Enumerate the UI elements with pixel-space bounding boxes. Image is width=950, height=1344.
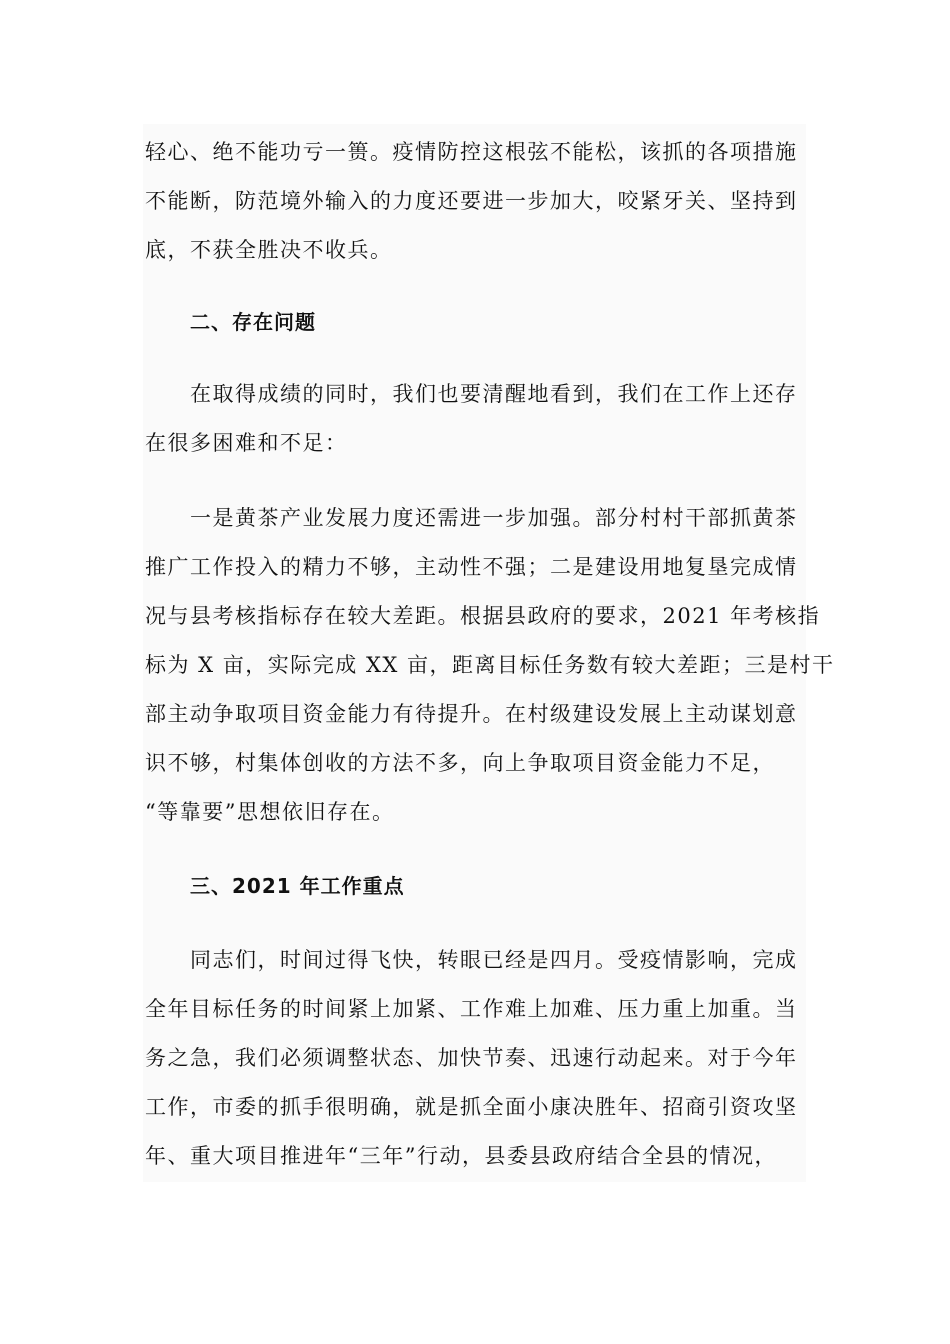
paragraph-continuation <box>145 128 805 275</box>
paragraph-priorities <box>145 936 805 1181</box>
text-line: 一是黄茶产业发展力度还需进一步加强。部分村村干部抓黄茶 <box>190 506 798 530</box>
text-line: 同志们，时间过得飞快，转眼已经是四月。受疫情影响，完成 <box>190 948 798 972</box>
text-line: 识不够，村集体创收的方法不多，向上争取项目资金能力不足， <box>145 751 775 775</box>
text-line: 全年目标任务的时间紧上加紧、工作难上加难、压力重上加重。当 <box>145 997 798 1021</box>
text-line: 不能断，防范境外输入的力度还要进一步加大，咬紧牙关、坚持到 <box>145 189 798 213</box>
text-line: “等靠要”思想依旧存在。 <box>145 800 395 824</box>
text-line: 底，不获全胜决不收兵。 <box>145 238 393 262</box>
text-line: 况与县考核指标存在较大差距。根据县政府的要求，2021 年考核指 <box>145 604 821 628</box>
text-line: 推广工作投入的精力不够，主动性不强；二是建设用地复垦完成情 <box>145 555 798 579</box>
section-heading-priorities: 三、2021 年工作重点 <box>190 874 405 898</box>
paragraph-problems-detail <box>145 494 835 837</box>
text-line: 务之急，我们必须调整状态、加快节奏、迅速行动起来。对于今年 <box>145 1046 798 1070</box>
text-line: 在很多困难和不足： <box>145 431 348 455</box>
section-heading-problems: 二、存在问题 <box>190 310 316 334</box>
text-line: 标为 X 亩，实际完成 XX 亩，距离目标任务数有较大差距；三是村干 <box>145 653 835 677</box>
text-line: 工作，市委的抓手很明确，就是抓全面小康决胜年、招商引资攻坚 <box>145 1095 798 1119</box>
text-line: 在取得成绩的同时，我们也要清醒地看到，我们在工作上还存 <box>190 382 798 406</box>
text-line: 部主动争取项目资金能力有待提升。在村级建设发展上主动谋划意 <box>145 702 798 726</box>
text-line: 轻心、绝不能功亏一篑。疫情防控这根弦不能松，该抓的各项措施 <box>145 140 798 164</box>
text-line: 年、重大项目推进年“三年”行动，县委县政府结合全县的情况， <box>145 1144 777 1168</box>
paragraph-problems-intro <box>145 370 805 468</box>
